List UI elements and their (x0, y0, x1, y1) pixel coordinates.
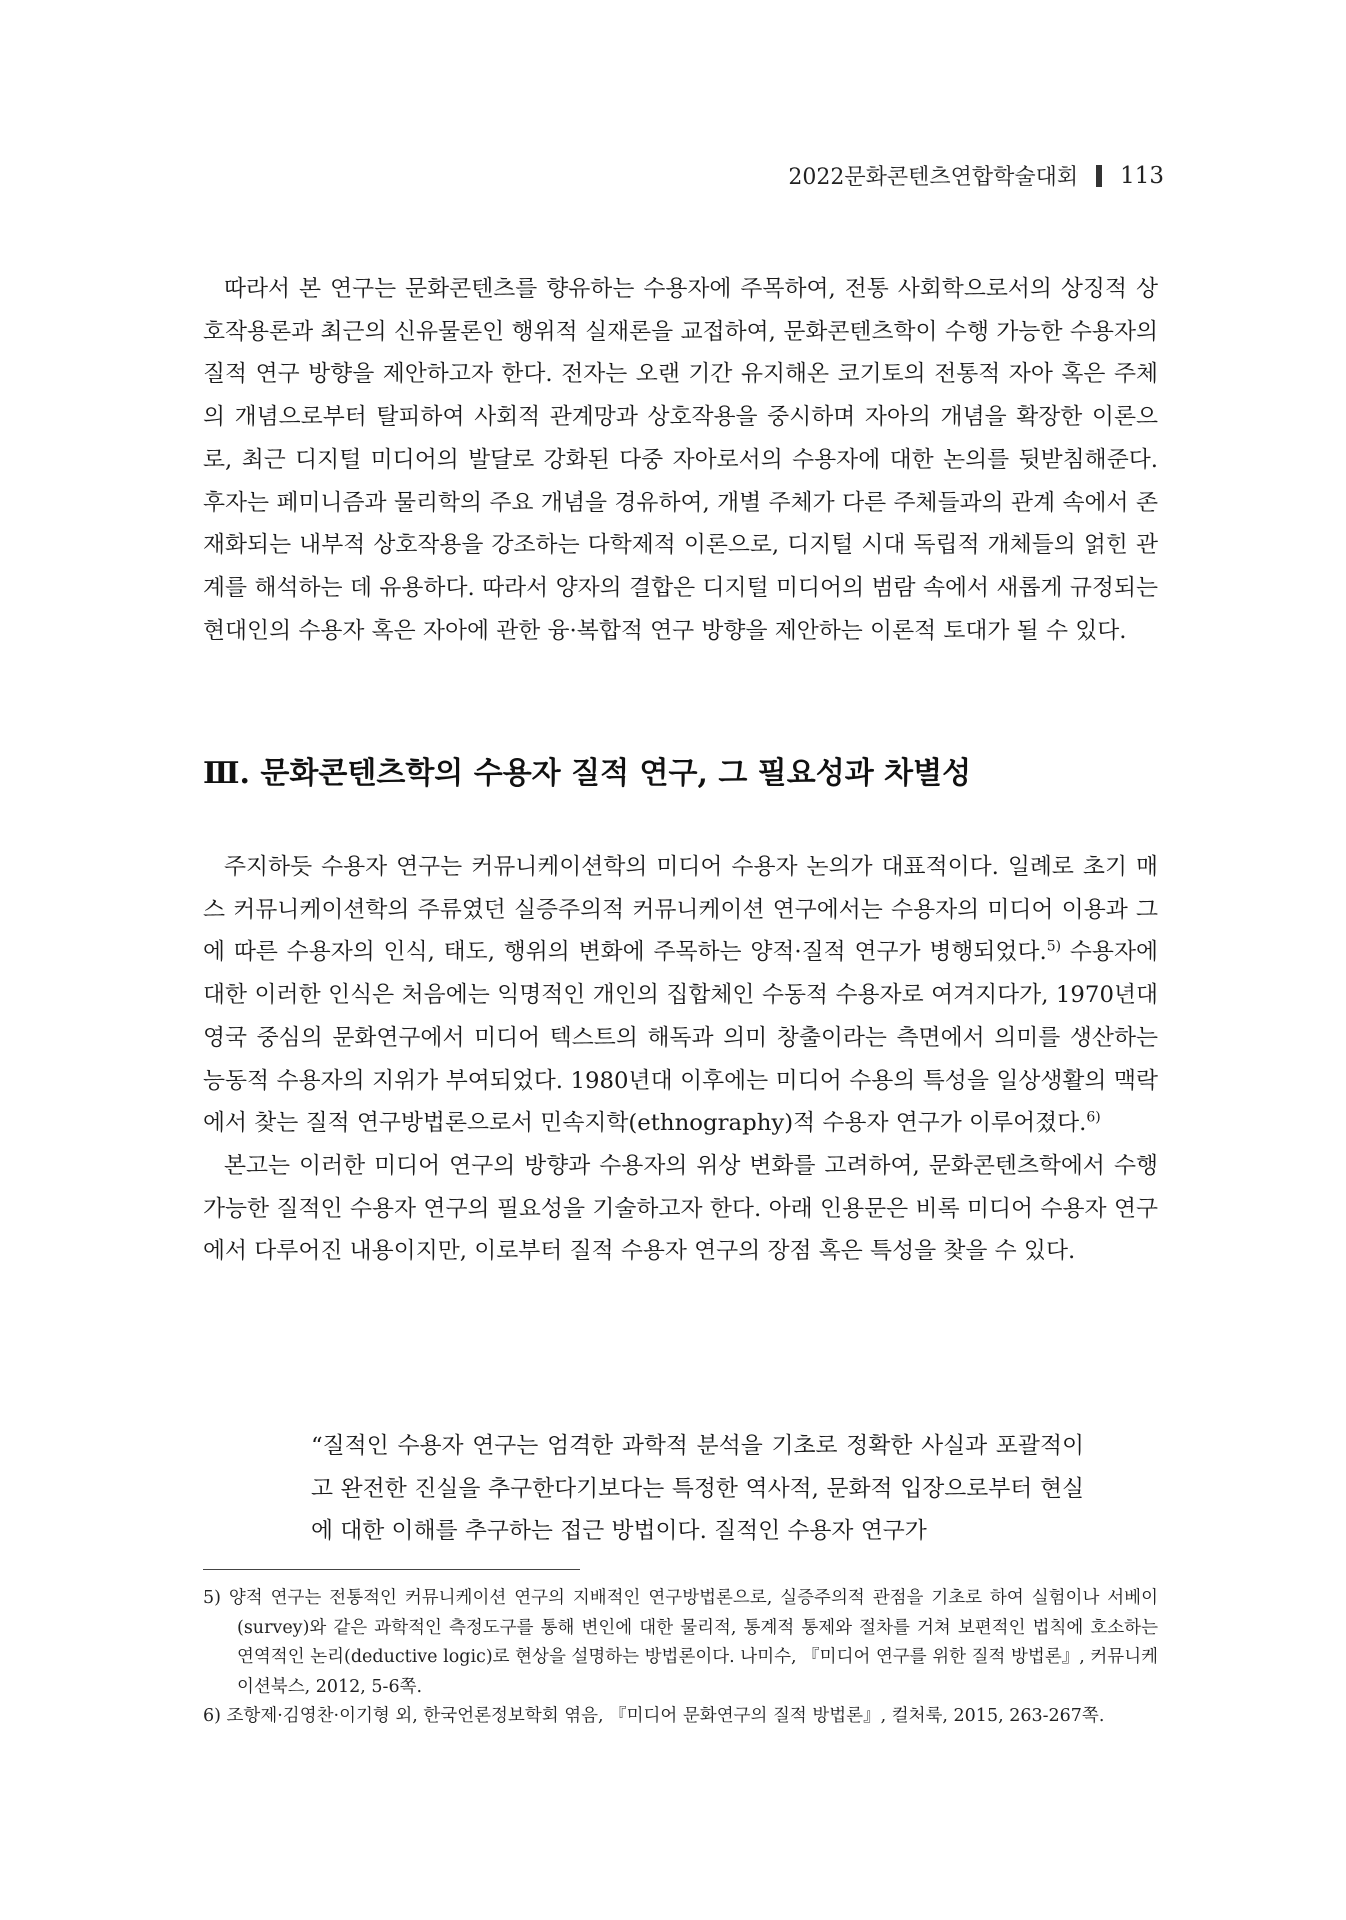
section-heading: Ⅲ. 문화콘텐츠학의 수용자 질적 연구, 그 필요성과 차별성 (203, 756, 972, 791)
running-header-title: 2022문화콘텐츠연합학술대회 (788, 165, 1079, 190)
running-header (788, 160, 1164, 191)
intro-section (203, 268, 1158, 652)
section-paragraph-1 (203, 846, 1158, 1145)
section-paragraph-2: 본고는 이러한 미디어 연구의 방향과 수용자의 위상 변화를 고려하여, 문화콘텐츠학에서 수행 가능한 질적인 수용자 연구의 필요성을 기술하고자 한다. 아래 인용문은 비록 미디어 수용자 연구에서 다루어진 내용이지만, 이로부터 질적 수용자 연구의 장점 혹은 특성을 찾을 수 있다. (203, 1152, 1158, 1265)
paragraph-text: 수용자에 대한 이러한 인식은 처음에는 익명적인 개인의 집합체인 수동적 수용자로 여겨지다가, 1970년대 영국 중심의 문화연구에서 미디어 텍스트의 해독과 의미 창출이라는 측면에서 의미를 생산하는 능동적 수용자의 지위가 부여되었다. 1980년대 이후에는 미디어 수용의 특성을 일상생활의 맥락에서 찾는 질적 연구방법론으로서 민속지학(ethnography)적 수용자 연구가 이루어졌다. (203, 939, 1158, 1137)
paragraph-text: 주지하듯 수용자 연구는 커뮤니케이션학의 미디어 수용자 논의가 대표적이다. 일례로 초기 매스 커뮤니케이션학의 주류였던 실증주의적 커뮤니케이션 연구에서는 수용자의 미디어 이용과 그에 따른 수용자의 인식, 태도, 행위의 변화에 주목하는 양적·질적 연구가 병행되었다. (203, 854, 1158, 966)
header-separator-bar (1096, 165, 1102, 187)
footnote-ref-6[interactable]: 6) (1086, 1109, 1101, 1126)
footnote-6: 6) 조항제·김영찬·이기형 외, 한국언론정보학회 엮음, 『미디어 문화연구의 질적 방법론』, 컬처룩, 2015, 263-267쪽. (203, 1706, 1105, 1726)
footnote-separator (203, 1569, 580, 1570)
footnote-ref-5[interactable]: 5) (1046, 938, 1062, 955)
footnote-5: 5) 양적 연구는 전통적인 커뮤니케이션 연구의 지배적인 연구방법론으로, 실증주의적 관점을 기초로 하여 실험이나 서베이(survey)와 같은 과학적인 측정도구를 통해 변인에 대한 물리적, 통계적 통제와 절차를 거쳐 보편적인 법칙에 호소하는 연역적인 논리(deductive logic)로 현상을 설명하는 방법론이다. 나미수, 『미디어 연구를 위한 질적 방법론』, 커뮤니케이션북스, 2012, 5-6쪽. (203, 1588, 1158, 1697)
footnotes (203, 1584, 1158, 1732)
intro-paragraph: 따라서 본 연구는 문화콘텐츠를 향유하는 수용자에 주목하여, 전통 사회학으로서의 상징적 상호작용론과 최근의 신유물론인 행위적 실재론을 교접하여, 문화콘텐츠학이 수행 가능한 수용자의 질적 연구 방향을 제안하고자 한다. 전자는 오랜 기간 유지해온 코기토의 전통적 자아 혹은 주체의 개념으로부터 탈피하여 사회적 관계망과 상호작용을 중시하며 자아의 개념을 확장한 이론으로, 최근 디지털 미디어의 발달로 강화된 다중 자아로서의 수용자에 대한 논의를 뒷받침해준다. 후자는 페미니즘과 물리학의 주요 개념을 경유하여, 개별 주체가 다른 주체들과의 관계 속에서 존재화되는 내부적 상호작용을 강조하는 다학제적 이론으로, 디지털 시대 독립적 개체들의 얽힌 관계를 해석하는 데 유용하다. 따라서 양자의 결합은 디지털 미디어의 범람 속에서 새롭게 규정되는 현대인의 수용자 혹은 자아에 관한 융·복합적 연구 방향을 제안하는 이론적 토대가 될 수 있다. (203, 276, 1158, 644)
block-quote: “질적인 수용자 연구는 엄격한 과학적 분석을 기초로 정확한 사실과 포괄적이고 완전한 진실을 추구한다기보다는 특정한 역사적, 문화적 입장으로부터 현실에 대한 이해를 추구하는 접근 방법이다. 질적인 수용자 연구가 (311, 1433, 1084, 1545)
page-number: 113 (1120, 162, 1164, 189)
section-body (203, 846, 1158, 1273)
